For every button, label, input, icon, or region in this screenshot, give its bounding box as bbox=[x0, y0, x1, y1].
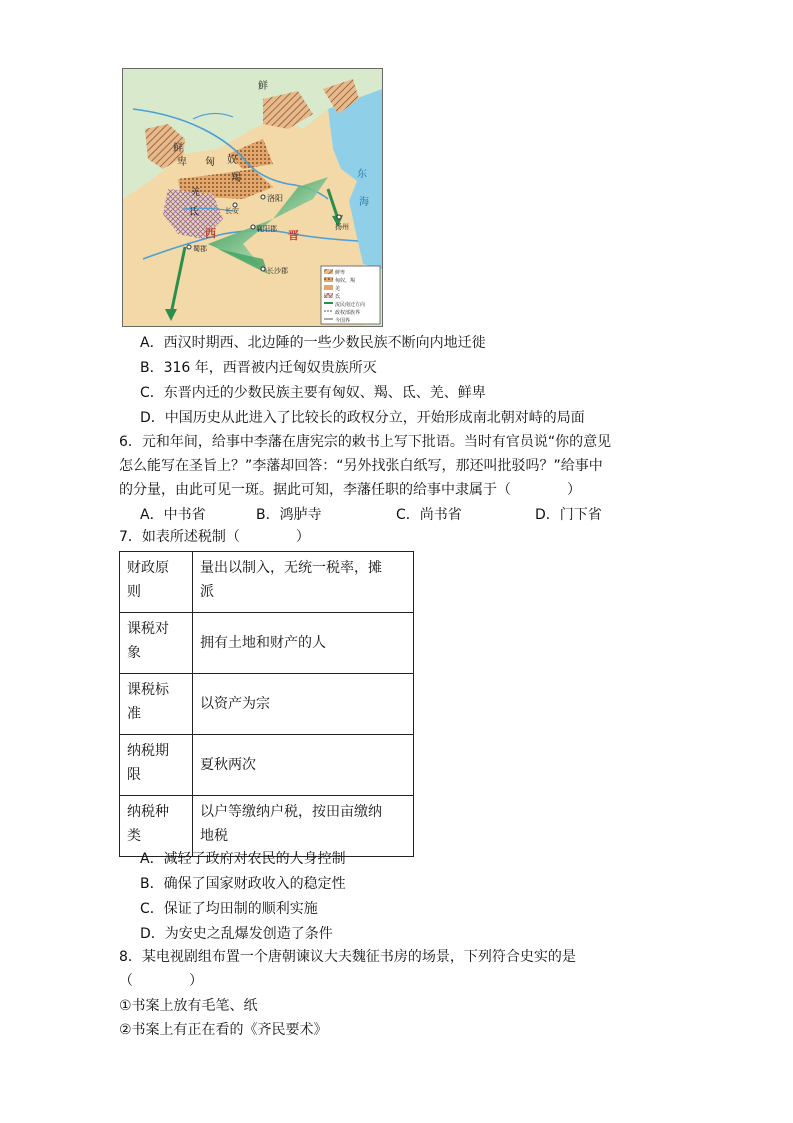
q8-stem-close: ） bbox=[189, 973, 203, 989]
table-value-cell: 拥有土地和财产的人 bbox=[193, 613, 414, 674]
table-key-cell: 课税标 准 bbox=[120, 674, 193, 735]
legend-item-modern-border: 今国界 bbox=[335, 318, 351, 324]
q8-stem-line-2 bbox=[119, 971, 203, 991]
western-jin-migration-map bbox=[122, 68, 383, 327]
q5-option-b: B．316 年，西晋被内迁匈奴贵族所灭 bbox=[140, 360, 377, 376]
q6-stem-line-2: 怎么能写在圣旨上？”李藩却回答：“另外找张白纸写，那还叫批驳吗？”给事中 bbox=[119, 458, 603, 474]
table-row bbox=[120, 552, 414, 613]
q6-stem-text: 的分量，由此可见一斑。据此可知，李藩任职的给事中隶属于（ bbox=[119, 482, 511, 498]
legend-item-xiongnu-jie: 匈奴、羯 bbox=[335, 278, 356, 284]
tax-system-table bbox=[119, 551, 414, 857]
table-value-cell: 量出以制入，无统一税率，摊 派 bbox=[193, 552, 414, 613]
map-label-di: 氐 bbox=[189, 207, 199, 218]
legend-item-migration: 流民南迁方向 bbox=[335, 302, 366, 308]
q8-item-2: ②书案上有正在看的《齐民要术》 bbox=[119, 1022, 328, 1038]
table-value-cell: 以资产为宗 bbox=[193, 674, 414, 735]
map-label-xiongnu-1: 匈 bbox=[205, 157, 215, 168]
q6-option-c: C．尚书省 bbox=[396, 507, 462, 523]
table-row bbox=[120, 735, 414, 796]
q6-option-a: A．中书省 bbox=[140, 507, 206, 523]
table-value-cell: 夏秋两次 bbox=[193, 735, 414, 796]
q7-option-c: C．保证了均田制的顺利实施 bbox=[140, 901, 318, 917]
map-label-qiang: 羌 bbox=[191, 188, 201, 198]
map-label-shu: 蜀郡 bbox=[193, 245, 207, 253]
q6-stem-close: ） bbox=[567, 482, 581, 498]
q7-stem-close: ） bbox=[295, 529, 310, 545]
q5-option-a: A．西汉时期西、北边陲的一些少数民族不断向内地迁徙 bbox=[140, 335, 486, 351]
map-label-xiangyang: 襄阳郡 bbox=[256, 225, 277, 233]
map-label-changan: 长安 bbox=[225, 207, 239, 215]
q7-stem-text: 7．如表所述税制（ bbox=[119, 529, 240, 545]
q6-option-b: B．鸿胪寺 bbox=[256, 507, 322, 523]
map-label-dong: 东 bbox=[357, 169, 367, 180]
legend-item-xianbei: 鲜卑 bbox=[335, 270, 346, 276]
map-label-xianbei-top: 鲜 bbox=[258, 81, 268, 92]
q5-option-c: C．东晋内迁的少数民族主要有匈奴、羯、氐、羌、鲜卑 bbox=[140, 385, 486, 401]
q6-stem-line-1: 6．元和年间，给事中李藩在唐宪宗的敕书上写下批语。当时有官员说“你的意见 bbox=[119, 434, 612, 450]
table-row bbox=[120, 674, 414, 735]
map-label-xianbei-left-2: 卑 bbox=[177, 157, 187, 168]
table-key-cell: 课税对 象 bbox=[120, 613, 193, 674]
map-label-yangzhou: 扬州 bbox=[335, 223, 349, 231]
q6-option-d: D．门下省 bbox=[535, 507, 602, 523]
table-row bbox=[120, 796, 414, 857]
table-value-cell: 以户等缴纳户税，按田亩缴纳 地税 bbox=[193, 796, 414, 857]
map-label-jie: 羯 bbox=[231, 173, 241, 184]
legend-item-qiang: 羌 bbox=[335, 286, 341, 292]
map-label-luoyang: 洛阳 bbox=[267, 194, 283, 203]
q6-stem-line-3 bbox=[119, 480, 581, 500]
table-key-cell: 财政原 则 bbox=[120, 552, 193, 613]
q5-option-d: D．中国历史从此进入了比较长的政权分立，开始形成南北朝对峙的局面 bbox=[140, 410, 585, 426]
map-label-changsha: 长沙郡 bbox=[267, 267, 288, 275]
legend-item-di: 氐 bbox=[335, 294, 341, 300]
q7-option-b: B．确保了国家财政收入的稳定性 bbox=[140, 876, 346, 892]
table-key-cell: 纳税期 限 bbox=[120, 735, 193, 796]
legend-item-border: 政权部族界 bbox=[335, 310, 361, 316]
map-label-hai: 海 bbox=[359, 197, 369, 208]
map-label-xianbei-left-1: 鲜 bbox=[173, 143, 183, 154]
q8-stem-line-1: 8．某电视剧组布置一个唐朝谏议大夫魏征书房的场景，下列符合史实的是 bbox=[119, 949, 576, 965]
map-label-jin: 晋 bbox=[288, 229, 299, 242]
q7-option-d: D．为安史之乱爆发创造了条件 bbox=[140, 926, 333, 942]
map-label-xi: 西 bbox=[205, 227, 216, 240]
q7-option-a: A．减轻了政府对农民的人身控制 bbox=[140, 851, 346, 867]
q8-item-1: ①书案上放有毛笔、纸 bbox=[119, 998, 258, 1014]
q8-stem-open: （ bbox=[119, 973, 133, 989]
table-key-cell: 纳税种 类 bbox=[120, 796, 193, 857]
q7-stem bbox=[119, 527, 310, 547]
map-label-xiongnu-2: 奴 bbox=[227, 155, 237, 166]
table-row bbox=[120, 613, 414, 674]
